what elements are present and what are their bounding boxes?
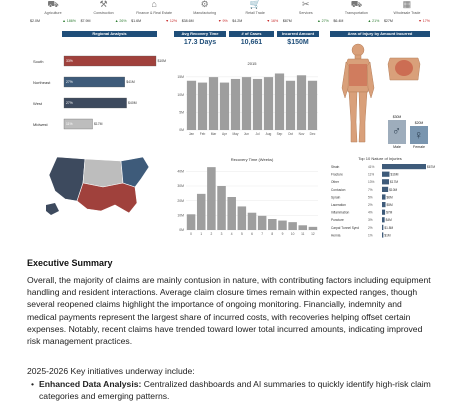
executive-summary <box>27 258 432 347</box>
industry-name: Transportation <box>344 11 368 15</box>
y-tick-label: 15M <box>177 75 184 80</box>
summary-body: Overall, the majority of claims are mainly contusion in nature, with contributing factors including equipment handling and resident interactions. Average claim closure times remain within expected ranges, though several reopened claims highlight the importance of ongoing monitoring. Financially, indemnity and medical payments represent the largest share of incurred costs, with recoveries helping offset certain expenses. Notably, recent claims have trended toward lower total incurred amounts, indicating improved risk management practices. <box>27 275 431 347</box>
cases-value: 10,661 <box>240 39 263 46</box>
y-tick-label: 30M <box>177 184 184 189</box>
warehouse-icon: ▦ <box>402 0 412 9</box>
industry-amount: $1.6M <box>131 19 142 23</box>
injury-pct-label: 5% <box>368 195 373 200</box>
industry-change: ▲ 27% <box>317 19 329 23</box>
industry-change: ▼ 17% <box>418 19 430 23</box>
injury-pct-label: 11% <box>368 172 375 177</box>
bar <box>308 81 317 130</box>
bar <box>258 216 267 230</box>
x-tick-label: Mar <box>210 132 217 136</box>
x-tick-label: Sep <box>276 132 283 136</box>
x-tick-label: 0 <box>190 232 192 236</box>
bar <box>248 213 257 230</box>
industry-name: Finance & Real Estate <box>136 11 172 15</box>
industry-change: ▼ 16% <box>266 19 279 23</box>
male-label: Male <box>393 145 401 149</box>
bar <box>198 83 207 130</box>
bar <box>299 225 308 230</box>
x-tick-label: May <box>232 132 239 136</box>
injury-value-label: $1M <box>384 233 391 238</box>
bar <box>242 77 251 130</box>
injury-value-label: $10M <box>389 187 398 192</box>
x-tick-label: 6 <box>251 232 253 236</box>
avg-recovery-header: Avg Recovery Time <box>174 31 226 37</box>
region-pct-label: 27% <box>66 101 73 105</box>
injury-label: Strain <box>331 165 340 169</box>
industry-card <box>283 0 329 28</box>
industry-name: Manufacturing <box>193 11 217 15</box>
region-pct-label: 33% <box>66 59 73 63</box>
injury-pct-label: 1% <box>368 233 373 238</box>
industry-amount: $27M <box>383 19 393 23</box>
industry-name: Services <box>298 11 313 15</box>
industry-card <box>81 0 127 28</box>
monthly-bar-chart <box>170 60 322 140</box>
chart-title: 2015 <box>247 61 257 66</box>
region-value-label: $10M <box>157 59 166 63</box>
region-label: West <box>33 101 43 106</box>
injury-bar <box>382 164 426 169</box>
bar <box>264 77 273 130</box>
initiative-item <box>27 378 432 402</box>
region-bar <box>64 77 125 87</box>
x-tick-label: Aug <box>265 132 272 136</box>
x-tick-label: Apr <box>222 132 227 136</box>
region-value-label: $41M <box>126 80 135 84</box>
industry-name: Construction <box>93 11 114 15</box>
y-tick-label: 0M <box>179 128 184 133</box>
incurred-header: Incurred Amount <box>277 31 319 37</box>
torso-closeup <box>388 58 420 80</box>
male-icon: ♂ <box>392 124 401 138</box>
bar <box>220 83 229 130</box>
industry-stats <box>182 19 228 23</box>
injury-pct-label: 3% <box>368 218 373 223</box>
industry-card <box>333 0 379 28</box>
injury-bar <box>382 179 389 184</box>
truck-icon: ⛟ <box>350 0 363 9</box>
injury-label: Fracture <box>331 172 343 177</box>
injury-value-label: $7M <box>386 210 393 215</box>
industry-amount: $7.9M <box>80 19 91 23</box>
injury-area-header: Area of Injury by Amount Incurred <box>330 31 430 37</box>
industry-stats <box>30 19 76 23</box>
region-label: Northeast <box>33 80 51 85</box>
industry-card <box>30 0 76 28</box>
bar <box>238 206 247 230</box>
industry-card <box>384 0 430 28</box>
injury-bar <box>382 232 383 237</box>
initiatives-section <box>27 365 432 403</box>
industry-stats <box>131 19 177 23</box>
avg-recovery-value: 17.3 Days <box>183 39 217 46</box>
us-map-alaska <box>46 203 59 215</box>
gender-breakdown <box>388 110 432 150</box>
x-tick-label: 8 <box>271 232 274 236</box>
industry-stats <box>81 19 127 23</box>
injury-value-label: $5M <box>386 203 393 207</box>
chart-title: Recovery Time (Weeks) <box>230 157 274 162</box>
x-tick-label: 11 <box>301 232 305 236</box>
industry-stats <box>232 19 278 23</box>
bar <box>217 186 226 230</box>
injury-value-label: $16M <box>390 172 399 177</box>
injury-label: Carpal Tunnel Synd <box>331 225 359 230</box>
front-body-figure <box>342 44 374 142</box>
bar <box>286 81 295 130</box>
bar <box>309 227 318 230</box>
x-tick-label: Jan <box>188 132 195 136</box>
bar <box>253 79 262 130</box>
industry-amount: $2.0M <box>30 19 40 23</box>
injury-label: Hernia <box>331 233 341 238</box>
injury-bar <box>382 172 389 177</box>
industry-change: ▼ 12% <box>165 19 178 23</box>
y-tick-label: 5M <box>179 110 184 115</box>
x-tick-label: 2 <box>210 232 213 236</box>
x-tick-label: Feb <box>199 132 206 136</box>
x-tick-label: 9 <box>281 232 284 236</box>
industry-amount: $38.6M <box>181 19 194 23</box>
factory-icon: ⚙ <box>200 0 209 9</box>
x-tick-label: 3 <box>220 232 223 236</box>
industry-stats <box>283 19 329 23</box>
crane-icon: ⚒ <box>99 0 108 9</box>
bar <box>275 73 284 130</box>
bar <box>187 214 196 230</box>
injury-label: Contusion <box>331 187 346 192</box>
region-label: South <box>33 59 44 64</box>
y-tick-label: 0M <box>179 228 184 233</box>
x-tick-label: Nov <box>298 132 305 136</box>
initiatives-list <box>27 378 432 402</box>
region-value-label: $40M <box>128 101 137 105</box>
initiative-text: Centralized dashboards and AI summaries to quickly identify high-risk claim categories and emerging patterns. <box>39 379 431 402</box>
y-tick-label: 20M <box>177 198 184 203</box>
cases-header: # of Cases <box>229 31 274 37</box>
injury-value-label: $1.8M <box>384 225 394 230</box>
industry-amount: $87M <box>282 19 292 23</box>
x-tick-label: 4 <box>230 232 233 236</box>
regional-bar-chart <box>32 50 166 135</box>
bar <box>197 194 206 230</box>
injury-bar <box>382 225 383 230</box>
region-pct-label: 11% <box>66 122 73 126</box>
injury-label: Laceration <box>331 203 346 207</box>
us-map-northeast <box>121 157 149 187</box>
region-bar <box>64 98 127 108</box>
region-label: Midwest <box>33 122 48 127</box>
bar <box>278 221 287 230</box>
tractor-icon: ⛟ <box>47 0 59 9</box>
bar <box>268 219 277 230</box>
y-tick-label: 10M <box>177 213 184 218</box>
bar <box>207 167 216 230</box>
recovery-time-chart <box>170 156 322 238</box>
bar <box>187 81 196 130</box>
x-tick-label: 1 <box>200 232 203 236</box>
x-tick-label: 10 <box>290 232 295 236</box>
industry-card <box>232 0 278 28</box>
injury-bar <box>382 187 388 192</box>
x-tick-label: 12 <box>311 232 315 236</box>
injury-bar <box>382 210 385 215</box>
injury-pct-label: 4% <box>368 210 373 215</box>
us-map <box>43 153 153 218</box>
region-bar <box>64 56 156 66</box>
industry-stats <box>333 19 379 23</box>
x-tick-label: 5 <box>240 232 243 236</box>
injury-pct-label: 2% <box>368 203 373 207</box>
x-tick-label: 7 <box>261 232 264 236</box>
incurred-value: $150M <box>287 39 309 46</box>
bar <box>209 77 218 130</box>
injury-label: Other <box>331 180 339 185</box>
industry-amount: $6.4M <box>333 19 344 23</box>
bar <box>227 197 236 230</box>
us-map-south <box>77 183 137 213</box>
injury-value-label: $6M <box>386 195 393 200</box>
x-tick-label: Dec <box>309 132 316 136</box>
injury-bar <box>382 217 385 222</box>
torso-heat <box>349 64 367 86</box>
industry-stats <box>384 19 430 23</box>
female-amount: $20M <box>414 121 424 125</box>
building-icon: ⌂ <box>151 0 157 9</box>
injury-label: Inflammation <box>331 210 350 215</box>
industry-name: Retail Trade <box>245 11 265 15</box>
female-label: Female <box>413 145 425 149</box>
cart-icon: 🛒 <box>249 0 261 9</box>
industry-card <box>182 0 228 28</box>
industry-change: ▼ 9% <box>217 19 228 23</box>
injury-value-label: $67M <box>427 165 435 169</box>
tools-icon: ✂ <box>302 0 310 9</box>
y-tick-label: 10M <box>177 92 184 97</box>
injury-value-label: $17M <box>390 180 399 185</box>
chart-title: Top 10 Nature of Injuries <box>358 156 402 161</box>
nature-of-injuries-chart <box>330 155 435 240</box>
region-pct-label: 27% <box>66 80 73 84</box>
injury-pct-label: 41% <box>368 165 375 169</box>
x-tick-label: Oct <box>288 132 293 136</box>
industry-change: ▲ 26% <box>114 19 127 23</box>
x-tick-label: Jun <box>243 132 250 136</box>
bar <box>297 75 306 130</box>
injury-bar <box>382 194 386 199</box>
injury-label: Puncture <box>331 218 344 223</box>
injury-value-label: $4M <box>385 218 392 223</box>
female-icon: ♀ <box>414 128 423 142</box>
bar <box>288 222 297 230</box>
industry-change: ▲ 21% <box>367 19 380 23</box>
injury-pct-label: 13% <box>368 180 375 185</box>
male-amount: $30M <box>392 115 402 119</box>
injury-bar <box>382 202 386 207</box>
industry-amount: $4.2M <box>232 19 243 23</box>
y-tick-label: 40M <box>177 169 184 174</box>
initiatives-intro: 2025-2026 Key initiatives underway include: <box>27 366 195 376</box>
injury-label: Sprain <box>331 195 341 200</box>
industry-card <box>131 0 177 28</box>
injury-pct-label: 7% <box>368 187 373 192</box>
bar <box>231 79 240 130</box>
industry-strip <box>30 0 430 28</box>
initiative-title: Enhanced Data Analysis: <box>39 379 142 390</box>
x-tick-label: Jul <box>255 132 260 136</box>
industry-name: Wholesale Trade <box>393 11 421 15</box>
industry-change: ▲ 186% <box>62 19 76 23</box>
injury-pct-label: 2% <box>368 225 373 230</box>
us-map-midwest <box>83 159 123 187</box>
region-value-label: $17M <box>94 122 103 126</box>
industry-name: Agriculture <box>44 11 62 15</box>
summary-title: Executive Summary <box>27 258 113 268</box>
regional-analysis-header: Regional Analysis <box>62 31 157 37</box>
